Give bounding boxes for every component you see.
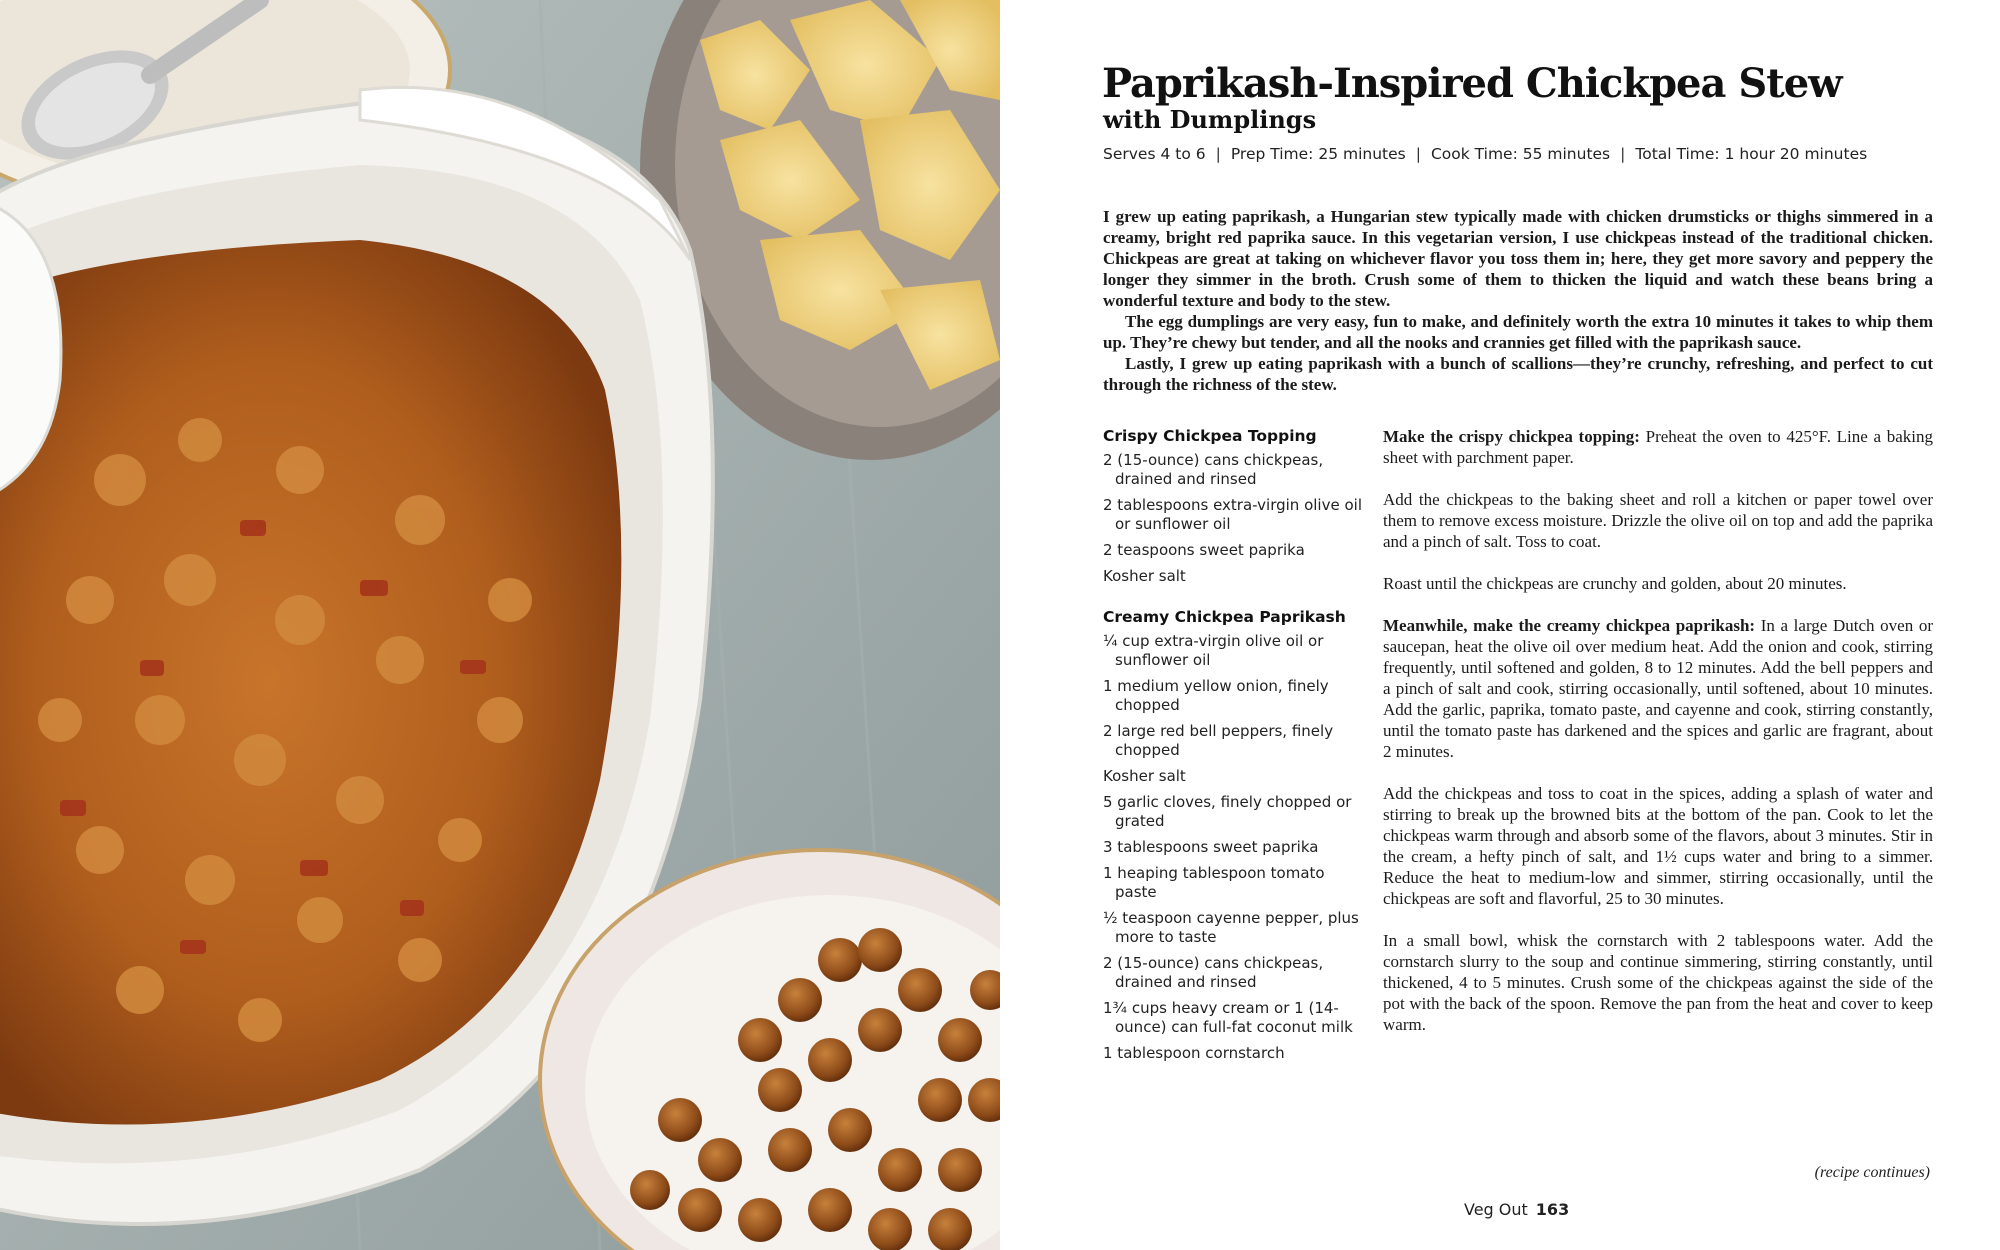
recipe-continues-note: (recipe continues) xyxy=(1814,1164,1930,1181)
recipe-meta xyxy=(1103,142,1983,166)
ingredient-item: 5 garlic cloves, finely chopped or grated xyxy=(1103,793,1352,830)
ingredient-group-heading: Crispy Chickpea Topping xyxy=(1103,427,1317,445)
meta-separator: | xyxy=(1215,145,1221,163)
recipe-intro xyxy=(1103,206,1933,395)
step-text: Add the chickpeas and toss to coat in the spices, adding a splash of water and stirring to break up the browned bits at the bottom of the pan. Cook to let the chickpeas warm through and absorb some of the flavors, about 3 minutes. Stir in the cream, a hefty pinch of salt, and 1½ cups water and bring to a simmer. Reduce the heat to medium-low and simmer, stirring occasionally, until the chickpeas are soft and flavorful, 25 to 30 minutes. xyxy=(1383,784,1933,908)
ingredient-item: 2 teaspoons sweet paprika xyxy=(1103,541,1305,559)
method-column xyxy=(1383,426,1933,1056)
step-lead: Make the crispy chickpea topping: xyxy=(1383,427,1640,446)
recipe-page xyxy=(1000,0,2000,1250)
ingredient-item: 1¾ cups heavy cream or 1 (14-ounce) can full-fat coconut milk xyxy=(1103,999,1353,1036)
ingredient-item: Kosher salt xyxy=(1103,567,1186,585)
intro-paragraph: Lastly, I grew up eating paprikash with a bunch of scallions—they’re crunchy, refreshing, and perfect to cut through the richness of the stew. xyxy=(1103,354,1933,394)
ingredient-item: 1 medium yellow onion, finely chopped xyxy=(1103,677,1329,714)
intro-paragraph: The egg dumplings are very easy, fun to make, and definitely worth the extra 10 minutes it takes to whip them up. They’re chewy but tender, and all the nooks and crannies get filled with the paprikash sauce. xyxy=(1103,312,1933,352)
ingredient-item: 2 tablespoons extra-virgin olive oil or sunflower oil xyxy=(1103,496,1362,533)
total-time: Total Time: 1 hour 20 minutes xyxy=(1635,145,1868,163)
step-text: In a small bowl, whisk the cornstarch with 2 tablespoons water. Add the cornstarch slurry to the soup and continue simmering, stirring constantly, until thickened, 4 to 5 minutes. Crush some of the chickpeas against the side of the pot with the back of the spoon. Remove the pan from the heat and cover to keep warm. xyxy=(1383,931,1933,1034)
method-step xyxy=(1383,930,1933,1035)
method-step xyxy=(1383,489,1933,552)
method-step xyxy=(1383,615,1933,762)
ingredient-item: ½ teaspoon cayenne pepper, plus more to taste xyxy=(1103,909,1359,946)
step-text: Preheat the oven to 425°F. Line a baking sheet with parchment paper. xyxy=(1383,427,1933,467)
footer-section-title: Veg Out xyxy=(1464,1200,1528,1219)
ingredient-item: ¼ cup extra-virgin olive oil or sunflower oil xyxy=(1103,632,1324,669)
cook-time: Cook Time: 55 minutes xyxy=(1430,145,1611,163)
step-text: In a large Dutch oven or saucepan, heat the olive oil over medium heat. Add the onion and cook, stirring frequently, until softened and golden, 8 to 12 minutes. Add the bell peppers and a pinch of salt and cook, stirring occasionally, until softened, about 10 minutes. Add the garlic, paprika, tomato paste, and cayenne and cook, stirring constantly, until the tomato paste has darkened and the spices and garlic are fragrant, about 2 minutes. xyxy=(1383,616,1933,761)
meta-separator: | xyxy=(1415,145,1421,163)
ingredient-group-creamy-paprikash xyxy=(1103,605,1363,1063)
ingredient-item: 3 tablespoons sweet paprika xyxy=(1103,838,1319,856)
ingredient-item: 2 (15-ounce) cans chickpeas, drained and rinsed xyxy=(1103,451,1324,488)
ingredient-item: 2 (15-ounce) cans chickpeas, drained and rinsed xyxy=(1103,954,1324,991)
ingredient-group-crispy-topping xyxy=(1103,424,1363,586)
ingredient-group-heading: Creamy Chickpea Paprikash xyxy=(1103,608,1346,626)
method-step xyxy=(1383,426,1933,468)
step-text: Add the chickpeas to the baking sheet and roll a kitchen or paper towel over them to remove excess moisture. Drizzle the olive oil on top and add the paprika and a pinch of salt. Toss to coat. xyxy=(1383,490,1933,551)
ingredient-item: Kosher salt xyxy=(1103,767,1186,785)
page-number: 163 xyxy=(1535,1200,1570,1219)
ingredient-item: 1 heaping tablespoon tomato paste xyxy=(1103,864,1325,901)
method-step xyxy=(1383,783,1933,909)
meta-separator: | xyxy=(1620,145,1626,163)
servings: Serves 4 to 6 xyxy=(1103,145,1206,163)
ingredients-column xyxy=(1103,424,1363,1070)
recipe-title: Paprikash-Inspired Chickpea Stew xyxy=(1102,60,1842,107)
step-lead: Meanwhile, make the creamy chickpea paprikash: xyxy=(1383,616,1756,635)
page-footer xyxy=(1464,1200,1569,1219)
prep-time: Prep Time: 25 minutes xyxy=(1230,145,1406,163)
intro-paragraph: I grew up eating paprikash, a Hungarian stew typically made with chicken drumsticks or thighs simmered in a creamy, bright red paprika sauce. In this vegetarian version, I use chickpeas instead of the traditional chicken. Chickpeas are great at taking on whichever flavor you toss them in; here, they get more savory and peppery the longer they simmer in the broth. Crush some of them to thicken the liquid and watch these beans bring a wonderful texture and body to the stew. xyxy=(1103,207,1933,310)
ingredient-item: 1 tablespoon cornstarch xyxy=(1103,1044,1285,1062)
method-step xyxy=(1383,573,1933,594)
ingredient-item: 2 large red bell peppers, finely chopped xyxy=(1103,722,1334,759)
recipe-subtitle: with Dumplings xyxy=(1103,105,1317,134)
step-text: Roast until the chickpeas are crunchy and golden, about 20 minutes. xyxy=(1383,574,1847,593)
